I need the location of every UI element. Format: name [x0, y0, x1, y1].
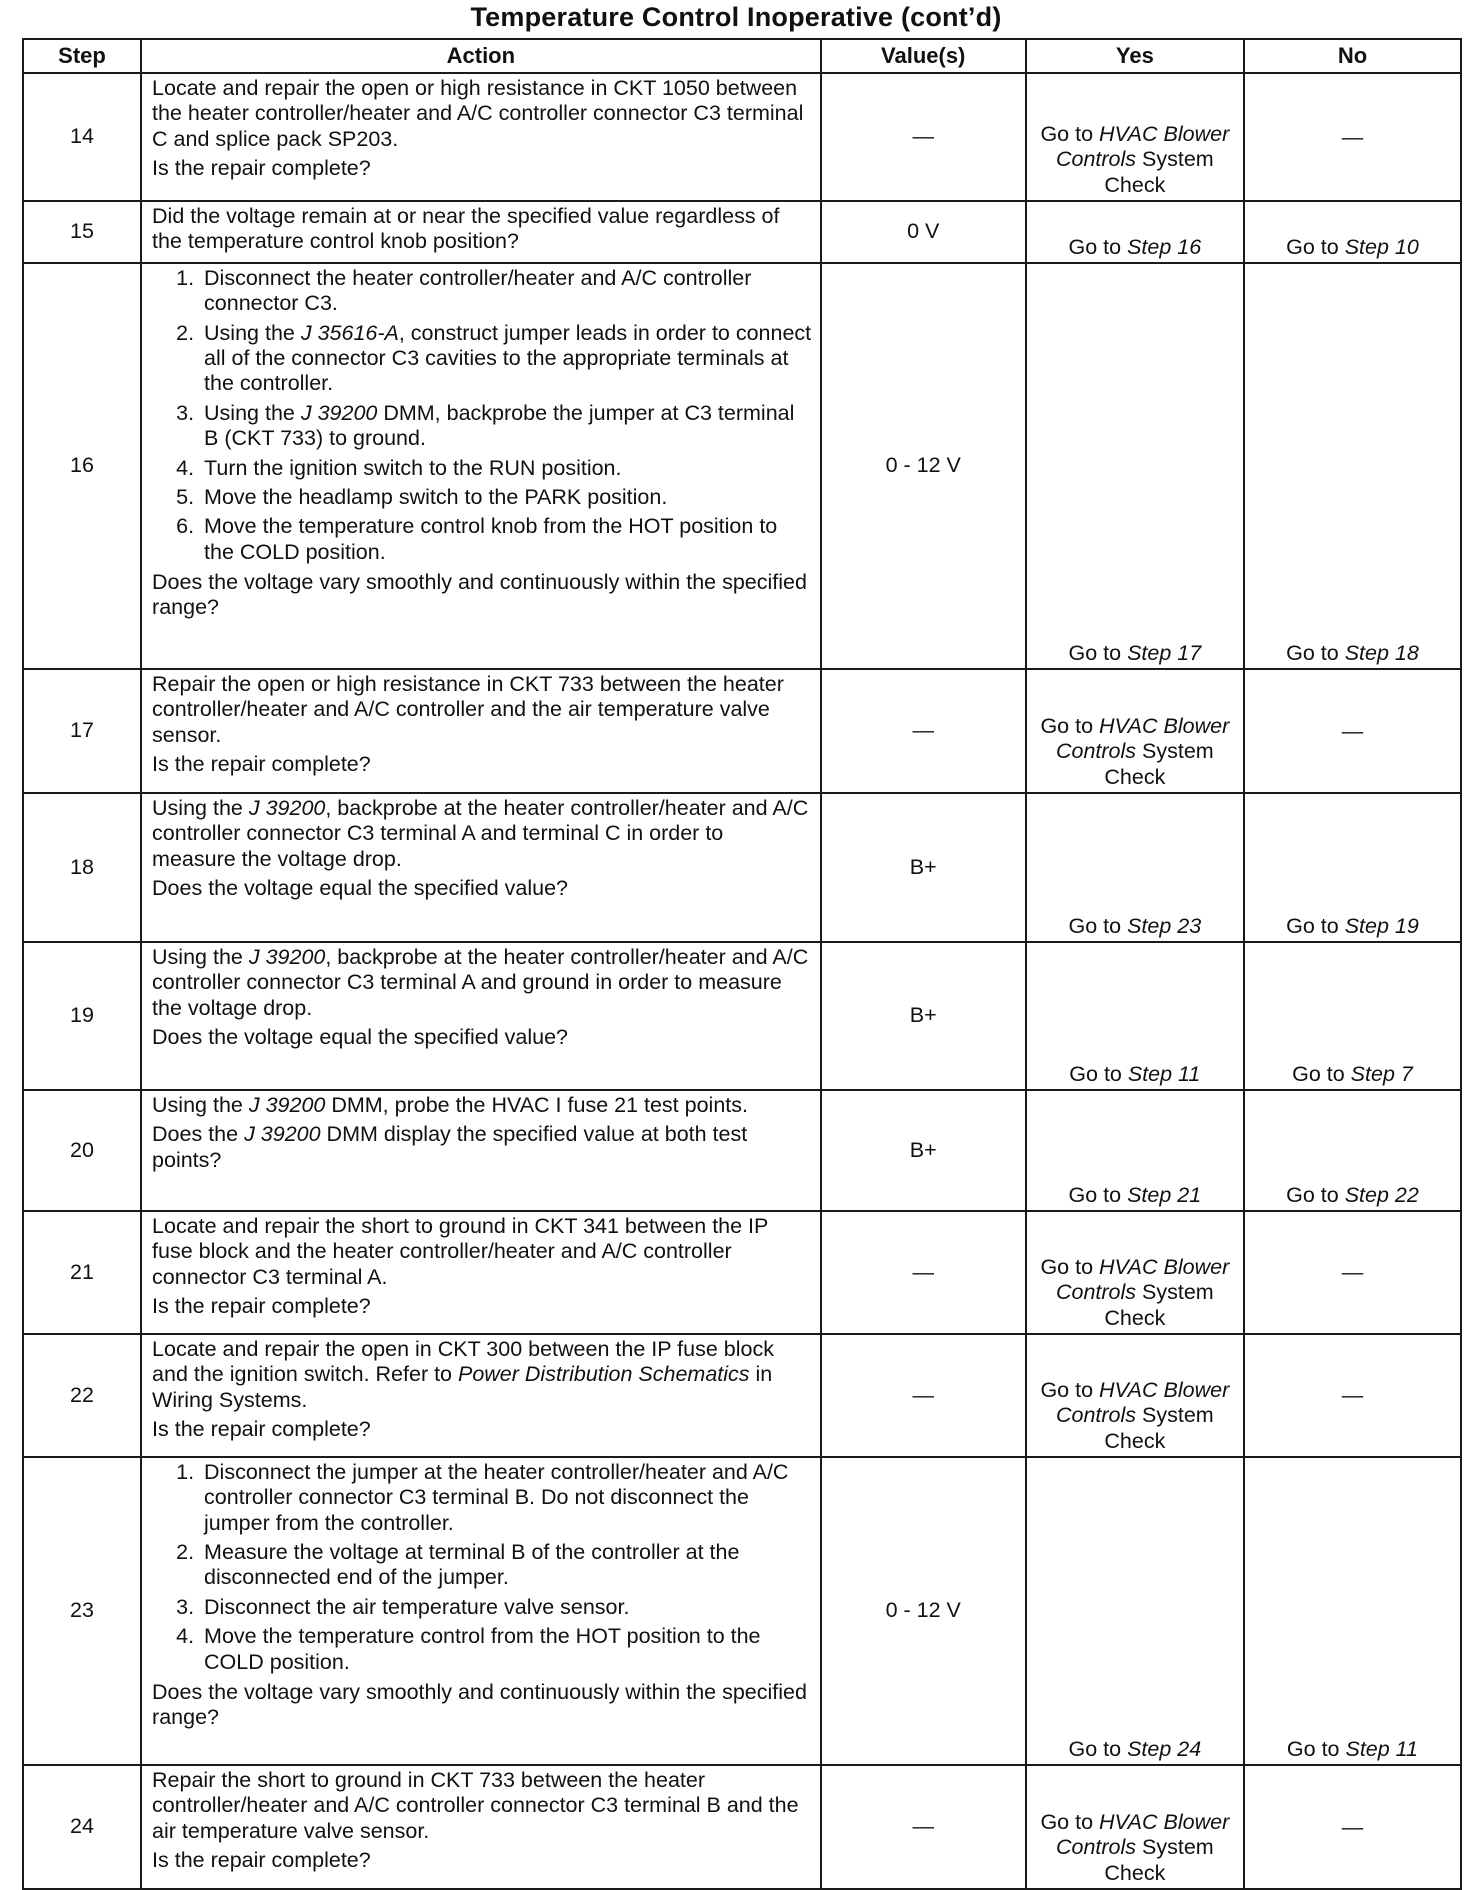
action-question: Does the voltage equal the specified value? [152, 1025, 568, 1050]
yes-text-pre: Go to [1040, 121, 1099, 146]
step-number: 20 [23, 1090, 141, 1211]
step-number: 18 [23, 793, 141, 942]
substep-item [200, 1540, 812, 1591]
no-text-pre: Go to [1286, 1182, 1345, 1207]
step-number: 17 [23, 669, 141, 793]
table-row [23, 73, 1461, 201]
no-cell [1244, 1457, 1461, 1765]
action-text [152, 1093, 812, 1118]
yes-text-post: System Check [1104, 1835, 1214, 1885]
no-cell [1244, 1090, 1461, 1211]
table-row [23, 1457, 1461, 1765]
yes-link-target: HVAC Blower Controls [1055, 121, 1230, 172]
action-text-post: , backprobe at the heater controller/heater and A/C controller connector C3 terminal A and ground in order to measure the voltage drop. [152, 945, 809, 1020]
no-cell [1244, 201, 1461, 263]
value-cell: — [821, 1211, 1026, 1334]
table-row [23, 1090, 1461, 1211]
yes-text-pre: Go to [1068, 1182, 1128, 1207]
no-link-target: Step 18 [1344, 640, 1419, 665]
action-text [152, 945, 812, 1021]
yes-cell [1026, 1090, 1244, 1211]
action-question: Is the repair complete? [152, 1417, 371, 1442]
action-text-pre: Locate and repair the open in CKT 300 between the IP fuse block and the ignition switch. Refer to [152, 1337, 774, 1387]
yes-text-post: System Check [1104, 1403, 1214, 1453]
question-text-pre: Does the [152, 1122, 245, 1147]
yes-text-pre: Go to [1069, 1061, 1128, 1086]
no-cell: — [1244, 1334, 1461, 1457]
action-text [152, 796, 812, 872]
substep-item [200, 1624, 812, 1675]
no-cell [1244, 793, 1461, 942]
tool-reference: J 39200 [248, 1093, 326, 1117]
tool-reference: J 35616-A [300, 320, 399, 345]
substep-list [152, 1460, 812, 1675]
value-cell: 0 - 12 V [821, 263, 1026, 669]
substep-item [200, 514, 812, 565]
col-header-action: Action [141, 39, 821, 73]
substep-text: Move the temperature control from the HOT position to the COLD position. [204, 1624, 761, 1674]
col-header-step: Step [23, 39, 141, 73]
value-cell: B+ [821, 1090, 1026, 1211]
yes-cell [1026, 1211, 1244, 1334]
step-number: 24 [23, 1765, 141, 1889]
substep-item [200, 485, 812, 510]
substep-text: Disconnect the air temperature valve sensor. [204, 1594, 630, 1619]
yes-cell [1026, 793, 1244, 942]
yes-text-post: System Check [1104, 147, 1214, 197]
step-number: 21 [23, 1211, 141, 1334]
no-cell [1244, 942, 1461, 1090]
substep-item [200, 401, 812, 452]
yes-link-target: HVAC Blower Controls [1055, 713, 1230, 764]
no-cell: — [1244, 1211, 1461, 1334]
action-question: Is the repair complete? [152, 1848, 371, 1873]
action-question: Does the voltage vary smoothly and continuously within the specified range? [152, 1679, 807, 1730]
step-number: 15 [23, 201, 141, 263]
action-question: Is the repair complete? [152, 1294, 371, 1319]
tool-reference: J 39200 [248, 796, 326, 820]
no-link-target: Step 7 [1350, 1061, 1413, 1086]
doc-reference: Power Distribution Schematics [457, 1362, 750, 1387]
action-text [152, 1337, 812, 1413]
action-cell [141, 1334, 821, 1457]
step-number: 23 [23, 1457, 141, 1765]
no-text-pre: Go to [1286, 640, 1345, 665]
value-cell: B+ [821, 942, 1026, 1090]
yes-link-target: Step 11 [1127, 1061, 1201, 1086]
value-cell: 0 V [821, 201, 1026, 263]
yes-cell [1026, 1334, 1244, 1457]
substep-item [200, 1595, 812, 1620]
yes-link-target: HVAC Blower Controls [1055, 1377, 1230, 1428]
substep-text: Using the [204, 320, 301, 345]
action-cell [141, 1090, 821, 1211]
substep-text: Disconnect the jumper at the heater controller/heater and A/C controller connector C3 terminal B. Do not disconnect the jumper from the controller. [204, 1460, 789, 1535]
action-text: Locate and repair the open or high resistance in CKT 1050 between the heater controller/heater and A/C controller connector C3 terminal C and splice pack SP203. [152, 76, 804, 151]
action-question: Is the repair complete? [152, 752, 371, 777]
table-row [23, 793, 1461, 942]
question-text-post: DMM display the specified value at both test points? [152, 1122, 748, 1172]
action-text: Locate and repair the short to ground in CKT 341 between the IP fuse block and the heater controller/heater and A/C controller connector C3 terminal A. [152, 1214, 768, 1289]
diagnostic-table [22, 38, 1462, 1890]
no-text-pre: Go to [1286, 234, 1345, 259]
substep-text: , construct jumper leads in order to connect all of the connector C3 cavities to the appropriate terminals at the controller. [204, 320, 812, 396]
yes-text-pre: Go to [1040, 1377, 1099, 1402]
yes-text-pre: Go to [1068, 640, 1128, 665]
step-number: 19 [23, 942, 141, 1090]
table-row [23, 1334, 1461, 1457]
value-cell: 0 - 12 V [821, 1457, 1026, 1765]
step-number: 14 [23, 73, 141, 201]
value-cell: — [821, 1765, 1026, 1889]
step-number: 16 [23, 263, 141, 669]
substep-item [200, 266, 812, 317]
value-cell: — [821, 1334, 1026, 1457]
action-text-pre: Using the [152, 945, 249, 969]
yes-text-pre: Go to [1040, 1254, 1099, 1279]
step-number: 22 [23, 1334, 141, 1457]
yes-text-pre: Go to [1068, 1736, 1128, 1761]
table-row [23, 201, 1461, 263]
value-cell: — [821, 73, 1026, 201]
action-cell [141, 1765, 821, 1889]
action-cell [141, 201, 821, 263]
yes-link-target: Step 23 [1127, 913, 1202, 938]
yes-link-target: HVAC Blower Controls [1055, 1254, 1230, 1305]
yes-cell [1026, 669, 1244, 793]
col-header-no: No [1244, 39, 1461, 73]
action-text-pre: Using the [152, 1093, 249, 1117]
action-cell [141, 793, 821, 942]
page-title: Temperature Control Inoperative (cont’d) [470, 2, 1002, 32]
no-cell [1244, 263, 1461, 669]
no-cell: — [1244, 1765, 1461, 1889]
substep-text: Move the temperature control knob from the HOT position to the COLD position. [204, 514, 778, 564]
yes-link-target: Step 21 [1127, 1182, 1202, 1207]
yes-cell [1026, 1457, 1244, 1765]
substep-item [200, 1460, 812, 1536]
action-text-pre: Using the [152, 796, 249, 820]
no-link-target: Step 10 [1344, 234, 1419, 259]
yes-text-pre: Go to [1068, 234, 1128, 259]
action-cell [141, 263, 821, 669]
action-text: Repair the short to ground in CKT 733 between the heater controller/heater and A/C controller connector C3 terminal B and the air temperature valve sensor. [152, 1768, 799, 1843]
table-row [23, 669, 1461, 793]
substep-text: Move the headlamp switch to the PARK position. [204, 484, 668, 509]
substep-item [200, 456, 812, 481]
yes-text-pre: Go to [1068, 913, 1128, 938]
action-question [152, 1122, 812, 1173]
action-text: Repair the open or high resistance in CKT 733 between the heater controller/heater and A/C controller and the air temperature valve sensor. [152, 672, 784, 747]
yes-cell [1026, 263, 1244, 669]
substep-text: Using the [204, 400, 301, 425]
value-cell: B+ [821, 793, 1026, 942]
action-question: Does the voltage equal the specified value? [152, 876, 568, 901]
action-text-post: DMM, probe the HVAC I fuse 21 test points. [325, 1093, 748, 1117]
no-cell: — [1244, 73, 1461, 201]
yes-text-post: System Check [1104, 1280, 1214, 1330]
substep-text: Turn the ignition switch to the RUN position. [204, 455, 622, 480]
action-cell [141, 1457, 821, 1765]
action-question: Does the voltage vary smoothly and continuously within the specified range? [152, 569, 807, 620]
action-cell [141, 669, 821, 793]
action-cell [141, 942, 821, 1090]
yes-cell [1026, 942, 1244, 1090]
table-row [23, 263, 1461, 669]
no-text-pre: Go to [1286, 913, 1345, 938]
action-text-post: in Wiring Systems. [152, 1362, 773, 1412]
yes-text-pre: Go to [1040, 1809, 1099, 1834]
tool-reference: J 39200 [300, 400, 378, 425]
no-link-target: Step 22 [1344, 1182, 1419, 1207]
substep-text: Disconnect the heater controller/heater and A/C controller connector C3. [204, 266, 752, 316]
tool-reference: J 39200 [244, 1122, 321, 1147]
action-text-post: , backprobe at the heater controller/heater and A/C controller connector C3 terminal A and terminal C in order to measure the voltage drop. [152, 796, 809, 871]
substep-list [152, 266, 812, 565]
yes-cell [1026, 201, 1244, 263]
substep-text: Measure the voltage at terminal B of the controller at the disconnected end of the jumper. [204, 1540, 740, 1590]
col-header-value: Value(s) [821, 39, 1026, 73]
yes-cell [1026, 73, 1244, 201]
table-row [23, 1211, 1461, 1334]
col-header-yes: Yes [1026, 39, 1244, 73]
yes-cell [1026, 1765, 1244, 1889]
action-cell [141, 1211, 821, 1334]
no-cell: — [1244, 669, 1461, 793]
action-question: Did the voltage remain at or near the specified value regardless of the temperature control knob position? [152, 204, 780, 254]
yes-link-target: Step 24 [1127, 1736, 1202, 1761]
value-cell: — [821, 669, 1026, 793]
action-question: Is the repair complete? [152, 156, 371, 181]
header-row [23, 39, 1461, 73]
yes-link-target: HVAC Blower Controls [1055, 1809, 1230, 1860]
table-row [23, 1765, 1461, 1889]
action-cell [141, 73, 821, 201]
substep-text: DMM, backprobe the jumper at C3 terminal B (CKT 733) to ground. [204, 400, 795, 451]
tool-reference: J 39200 [248, 945, 326, 969]
no-text-pre: Go to [1286, 1736, 1346, 1761]
no-link-target: Step 11 [1345, 1736, 1419, 1761]
substep-item [200, 321, 812, 397]
table-row [23, 942, 1461, 1090]
no-text-pre: Go to [1292, 1061, 1351, 1086]
yes-link-target: Step 16 [1127, 234, 1202, 259]
no-link-target: Step 19 [1344, 913, 1419, 938]
yes-link-target: Step 17 [1127, 640, 1202, 665]
yes-text-post: System Check [1104, 739, 1214, 789]
yes-text-pre: Go to [1040, 713, 1099, 738]
